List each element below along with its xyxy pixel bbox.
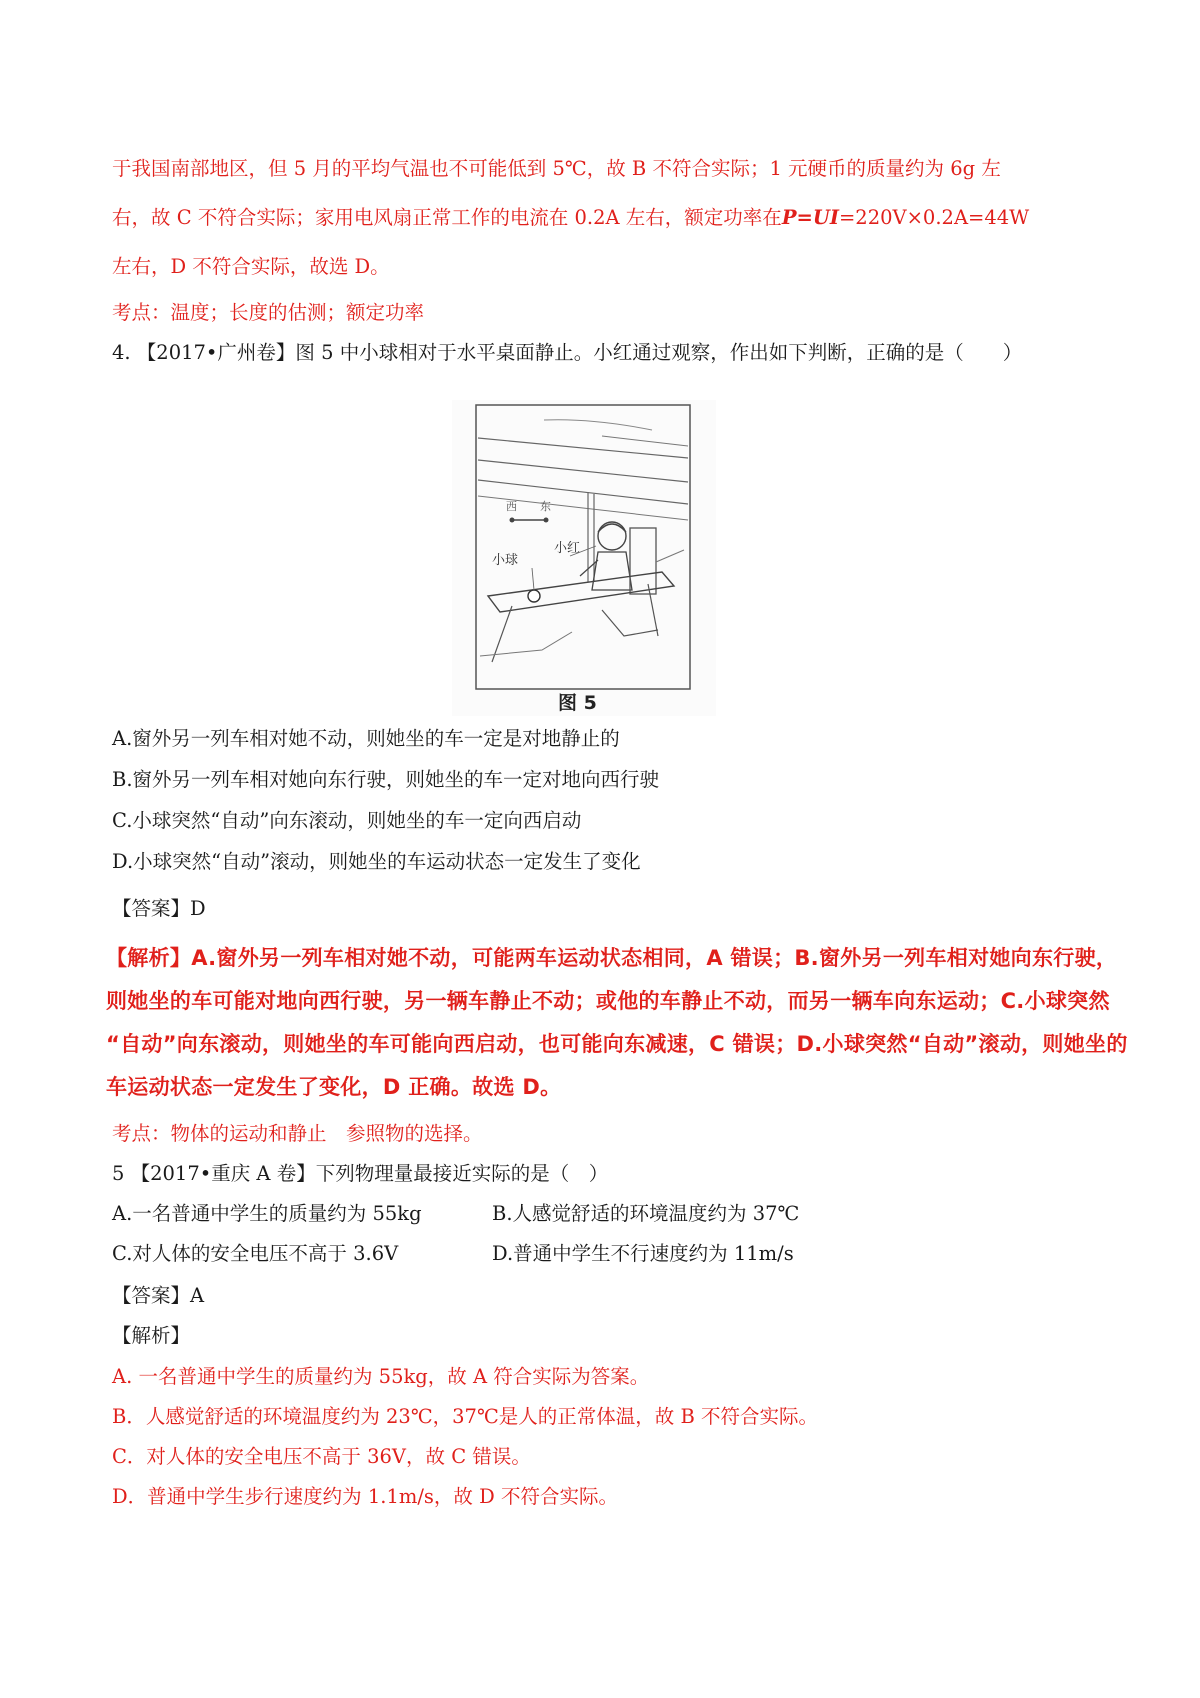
formula: P=UI: [781, 206, 839, 229]
q4-option-a: A.窗外另一列车相对她不动，则她坐的车一定是对地静止的: [112, 727, 620, 750]
q4-analysis-line-3: “自动”向东滚动，则她坐的车可能向西启动，也可能向东减速，C 错误；D.小球突然“自动”滚动，则她坐的: [106, 1032, 1128, 1056]
label-east: 东: [540, 500, 551, 513]
q4-figure: [452, 400, 716, 716]
prev-analysis-line-2: 右，故 C 不符合实际；家用电风扇正常工作的电流在 0.2A 左右，额定功率在P=UI=220V×0.2A=44W: [112, 206, 1030, 229]
q4-option-d: D.小球突然“自动”滚动，则她坐的车运动状态一定发生了变化: [112, 850, 641, 873]
q5-options-row-2: [112, 1240, 794, 1268]
q5-analysis-b: B．人感觉舒适的环境温度约为 23℃，37℃是人的正常体温，故 B 不符合实际。: [112, 1405, 819, 1428]
q5-analysis-a: A. 一名普通中学生的质量约为 55kg，故 A 符合实际为答案。: [112, 1365, 650, 1388]
q5-option-a: A.一名普通中学生的质量约为 55kg: [112, 1202, 422, 1225]
q5-analysis-title: 【解析】: [112, 1324, 191, 1347]
q4-answer: 【答案】D: [112, 897, 206, 920]
q4-analysis-line-2: 则她坐的车可能对地向西行驶，另一辆车静止不动；或他的车静止不动，而另一辆车向东运动；C.小球突然: [106, 989, 1110, 1013]
q5-analysis-c: C．对人体的安全电压不高于 36V，故 C 错误。: [112, 1445, 531, 1468]
prev-analysis-line-1: 于我国南部地区，但 5 月的平均气温也不可能低到 5℃，故 B 不符合实际；1 元硬币的质量约为 6g 左: [112, 157, 1001, 180]
label-girl: 小红: [554, 541, 581, 556]
train-illustration: [452, 400, 716, 716]
q4-kaodian: 考点：物体的运动和静止 参照物的选择。: [112, 1122, 483, 1145]
q5-answer: 【答案】A: [112, 1284, 205, 1307]
q5-stem: 5 【2017•重庆 A 卷】下列物理量最接近实际的是（ ）: [112, 1162, 609, 1185]
q4-stem: 4. 【2017•广州卷】图 5 中小球相对于水平桌面静止。小红通过观察，作出如下判断，正确的是（ ）: [112, 341, 1023, 364]
q5-option-d: D.普通中学生不行速度约为 11m/s: [492, 1242, 794, 1265]
q4-analysis-line-4: 车运动状态一定发生了变化，D 正确。故选 D。: [106, 1075, 562, 1099]
label-ball: 小球: [492, 553, 519, 568]
q4-analysis-line-1: 【解析】A.窗外另一列车相对她不动，可能两车运动状态相同，A 错误；B.窗外另一列车相对她向东行驶，: [106, 946, 1118, 970]
q5-options-row-1: [112, 1200, 800, 1228]
prev-kaodian: 考点：温度；长度的估测；额定功率: [112, 301, 425, 324]
q5-analysis-d: D．普通中学生步行速度约为 1.1m/s，故 D 不符合实际。: [112, 1485, 618, 1508]
figure-caption: 图 5: [558, 692, 597, 714]
q4-option-c: C.小球突然“自动”向东滚动，则她坐的车一定向西启动: [112, 809, 582, 832]
q5-option-c: C.对人体的安全电压不高于 3.6V: [112, 1242, 399, 1265]
prev-analysis-line-3: 左右，D 不符合实际，故选 D。: [112, 255, 390, 278]
q5-option-b: B.人感觉舒适的环境温度约为 37℃: [492, 1202, 800, 1225]
q4-option-b: B.窗外另一列车相对她向东行驶，则她坐的车一定对地向西行驶: [112, 768, 660, 791]
label-west: 西: [506, 500, 517, 513]
